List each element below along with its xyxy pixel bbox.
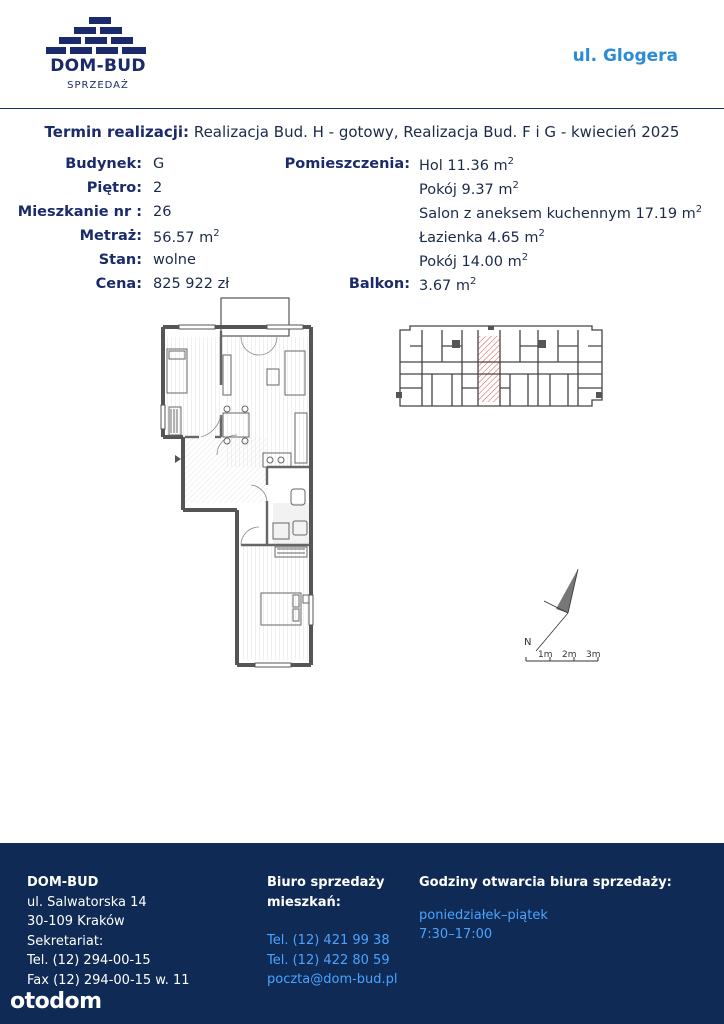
sales-phone-link[interactable]: Tel. (12) 421 99 38: [267, 933, 390, 948]
term-value: Realizacja Bud. H - gotowy, Realizacja Bud. F i G - kwiecień 2025: [193, 123, 680, 141]
logo-subtitle: SPRZEDAŻ: [67, 80, 129, 91]
rooms-label: Pomieszczenia:: [284, 156, 410, 172]
building-label: Budynek:: [65, 156, 142, 172]
footer: [0, 843, 724, 1024]
hours-title: Godziny otwarcia biura sprzedaży:: [419, 875, 672, 890]
floor-value: 2: [153, 180, 163, 196]
room-item: Salon z aneksem kuchennym 17.19 $m^2$: [419, 204, 703, 222]
area-value: 56.57 $m^2$: [153, 228, 220, 246]
room-item: Łazienka 4.65 $m^2$: [419, 228, 545, 246]
area-label: Metraż:: [79, 228, 142, 244]
sales-office: [267, 873, 398, 990]
balcony-value: 3.67 $m^2$: [419, 276, 477, 294]
status-value: wolne: [153, 252, 196, 268]
north-compass: [522, 565, 604, 665]
status-label: Stan:: [98, 252, 142, 268]
flat-value: 26: [153, 204, 172, 220]
footer-tel: Tel. (12) 294-00-15: [27, 953, 151, 968]
flat-label: Mieszkanie nr :: [17, 204, 142, 220]
opening-hours: [419, 873, 672, 945]
header-divider: [0, 108, 724, 109]
scale-label: 2m: [562, 650, 577, 660]
sales-email-link[interactable]: poczta@dom-bud.pl: [267, 972, 398, 987]
floor-plan: [155, 295, 325, 670]
footer-fax: Fax (12) 294-00-15 w. 11: [27, 972, 190, 988]
sales-phone-link[interactable]: Tel. (12) 422 80 59: [267, 952, 390, 968]
room-item: Hol 11.36 $m^2$: [419, 156, 515, 174]
building-value: G: [153, 156, 165, 172]
brick-logo-icon: [44, 14, 152, 56]
room-item: Pokój 14.00 $m^2$: [419, 252, 529, 270]
logo-name: DOM-BUD: [50, 56, 146, 76]
completion-term: [0, 123, 724, 141]
company-contact: [27, 873, 190, 990]
north-label: N: [524, 637, 532, 648]
scale-label: 3m: [586, 650, 601, 660]
sales-title: mieszkań:: [267, 894, 341, 910]
scale-label: 1m: [538, 650, 553, 660]
street-name: ul. Glogera: [572, 46, 678, 66]
hours-days: poniedziałek–piątek: [419, 907, 548, 923]
footer-secretariat: Sekretariat:: [27, 933, 104, 949]
building-floor-map: [392, 322, 607, 410]
price-label: Cena:: [95, 276, 142, 292]
otodom-watermark: otodom: [10, 989, 102, 1014]
balcony-label: Balkon:: [348, 276, 410, 292]
footer-company: DOM-BUD: [27, 875, 99, 890]
footer-address-1: ul. Salwatorska 14: [27, 894, 147, 910]
company-logo: [40, 14, 156, 94]
room-item: Pokój 9.37 $m^2$: [419, 180, 519, 198]
sales-title: Biuro sprzedaży: [267, 875, 385, 890]
floor-label: Piętro:: [86, 180, 142, 196]
footer-address-2: 30-109 Kraków: [27, 914, 125, 929]
hours-time: 7:30–17:00: [419, 927, 493, 942]
term-label: Termin realizacji:: [44, 123, 190, 141]
price-value: 825 922 zł: [153, 276, 230, 292]
